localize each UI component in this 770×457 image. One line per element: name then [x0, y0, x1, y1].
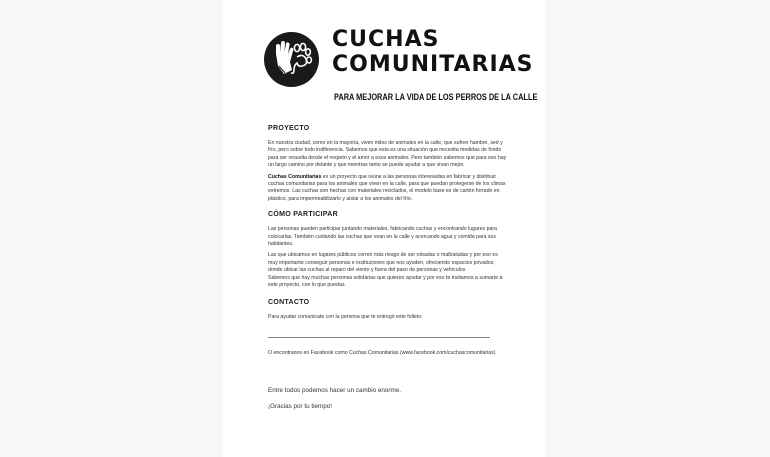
brand-title: [332, 28, 534, 78]
participar-paragraph-1: Las personas pueden participar juntando materiales, fabricando cuchas y encontrando lugares para colocarlas. También cuidando las cuchas que vean en la calle y acercando agua y comida para sus habitantes.: [268, 226, 497, 248]
logo-graphic: [264, 32, 319, 87]
proyecto-paragraph-2-text: es un proyecto que reúne a las personas interesadas en fabricar y distribuir cuchas comunitarias para los animales que viven en la calle, para que puedan protegerse de los climas extremos. Las cuchas son hechas con materiales reciclados, el modelo base es de cartón forrado en plástico, para impermeabilizarlo y aislar a los animales del frío.: [268, 173, 506, 202]
glove-and-paw-icon: [264, 32, 319, 87]
closing-line-1: Entre todos podemos hacer un cambio enorme.: [268, 387, 402, 395]
tagline: PARA MEJORAR LA VIDA DE LOS PERROS DE LA CALLE: [334, 92, 538, 102]
contacto-facebook: O encontranos en Facebook como Cuchas Comunitarias (www.facebook.com/cuchascomunitarias): [268, 349, 496, 356]
heading-contacto: CONTACTO: [268, 298, 310, 306]
title-line2: COMUNITARIAS: [332, 52, 534, 77]
closing-line-2: ¡Gracias por tu tiempo!: [268, 403, 333, 411]
participar-paragraph-2: Las que ubicamos en lugares públicos corren más riesgo de ser robadas o maltratadas y por eso es muy importante conseguir personas e instituciones que nos ayuden, ofreciendo espacios privados, donde ubicar las cuchas al reparo del viento y fuera del paso de personas y vehículos.: [268, 252, 498, 274]
flyer-content: [268, 125, 508, 411]
contact-fill-line: [268, 337, 490, 338]
contacto-paragraph-1: Para ayudar comunicate con la persona que te entregó este folleto:: [268, 313, 423, 320]
project-name: Cuchas Comunitarias: [268, 173, 322, 180]
participar-paragraph-3: Sabemos que hay muchas personas solidarias que quieren ayudar y por eso te invitamos a sumarte a este proyecto, con lo que puedas.: [268, 274, 503, 289]
title-line1: CUCHAS: [332, 27, 440, 52]
heading-como-participar: CÓMO PARTICIPAR: [268, 211, 338, 219]
proyecto-paragraph-1: En nuestra ciudad, como en la mayoría, viven miles de animales en la calle, que sufren hambre, sed y frío, pero sobre todo indiferencia. Sabemos que esta es una situación que necesita medidas de fondo para ser resuelta desde el respeto y el amor a esos animales. Pero también sabemos que para eso hay un largo camino por delante y que mientras tanto se puede ayudar a que vivan mejor.: [268, 140, 507, 169]
proyecto-paragraph-2: [268, 174, 508, 204]
heading-proyecto: PROYECTO: [268, 125, 310, 132]
